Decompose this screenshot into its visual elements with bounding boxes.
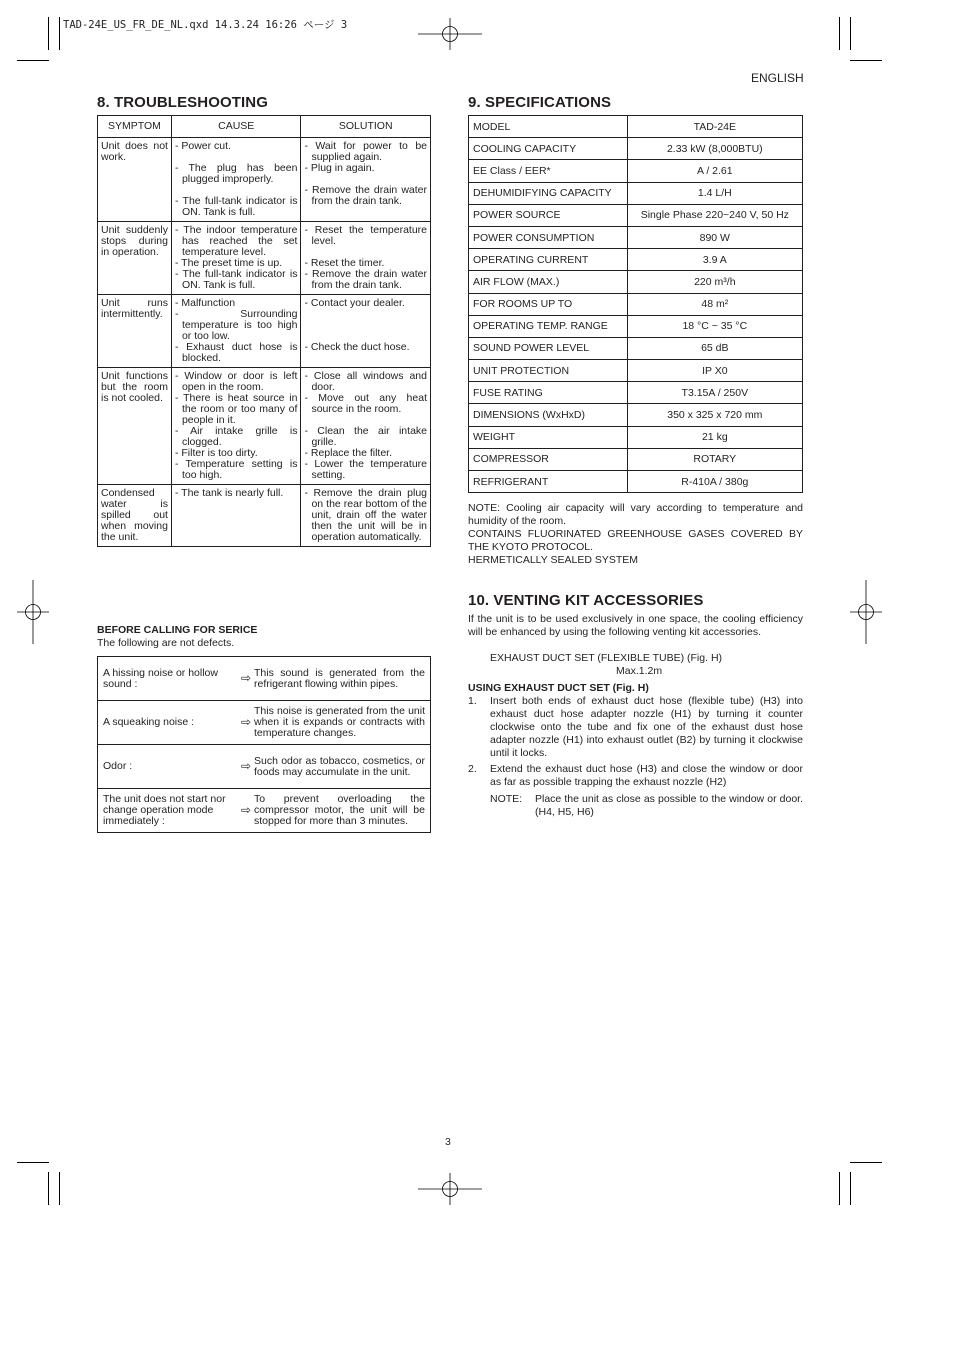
step-text: Insert both ends of exhaust duct hose (flexible tube) (H3) into exhaust duct hose adapter nozzle (H1) by turning it counter clockwise onto the tube and fix one of the exhaust dust hose adapter nozzle (H1) into exhaust outlet (B2) by turning it clockwise until it locks. xyxy=(490,695,803,759)
solution-line: - Lower the temperature setting. xyxy=(304,458,427,481)
spec-value: 3.9 A xyxy=(627,249,802,271)
solution-cell xyxy=(301,222,431,295)
spec-value: 890 W xyxy=(627,226,802,248)
spec-label: AIR FLOW (MAX.) xyxy=(469,271,628,293)
spec-label: REFRIGERANT xyxy=(469,471,628,493)
symptom-cell: Unit suddenly stops during in operation. xyxy=(98,222,172,295)
table-row xyxy=(98,485,431,547)
solution-line: - Clean the air intake grille. xyxy=(304,425,427,448)
spec-value: IP X0 xyxy=(627,360,802,382)
spec-value: Single Phase 220~240 V, 50 Hz xyxy=(627,204,802,226)
crop-mark xyxy=(48,1172,49,1205)
cause-line: - Air intake grille is clogged. xyxy=(174,425,298,448)
issue-cell: The unit does not start nor change operation mode immediately : xyxy=(98,789,241,833)
registration-mark-icon xyxy=(850,580,882,644)
table-row xyxy=(98,138,431,222)
greenhouse-note: CONTAINS FLUORINATED GREENHOUSE GASES COVERED BY THE KYOTO PROTOCOL. xyxy=(468,528,803,553)
table-row xyxy=(469,138,803,160)
spec-label: OPERATING TEMP. RANGE xyxy=(469,315,628,337)
file-info: TAD-24E_US_FR_DE_NL.qxd 14.3.24 16:26 ページ 3 xyxy=(63,19,348,31)
crop-mark xyxy=(59,17,60,50)
solution-cell xyxy=(301,485,431,547)
sealed-note: HERMETICALLY SEALED SYSTEM xyxy=(468,554,638,566)
spec-value: 220 m³/h xyxy=(627,271,802,293)
issue-cell: A hissing noise or hollow sound : xyxy=(98,657,241,701)
arrow-right-icon: ⇨ xyxy=(240,657,252,701)
spec-label: COMPRESSOR xyxy=(469,448,628,470)
cause-line: - Exhaust duct hose is blocked. xyxy=(174,341,298,364)
column-header: SOLUTION xyxy=(301,116,431,138)
table-row xyxy=(469,404,803,426)
arrow-right-icon: ⇨ xyxy=(240,745,252,789)
column-header: CAUSE xyxy=(171,116,301,138)
table-row xyxy=(469,160,803,182)
cause-line: - Filter is too dirty. xyxy=(174,447,258,459)
table-row xyxy=(98,745,431,789)
cause-cell xyxy=(171,368,301,485)
cause-cell xyxy=(171,222,301,295)
table-row xyxy=(469,116,803,138)
cause-line: - The preset time is up. xyxy=(174,257,283,269)
table-row xyxy=(98,222,431,295)
crop-mark xyxy=(17,60,49,61)
language-label: ENGLISH xyxy=(751,71,804,85)
table-row xyxy=(469,471,803,493)
crop-mark xyxy=(839,1172,840,1205)
explanation-cell: This sound is generated from the refrigerant flowing within pipes. xyxy=(252,657,431,701)
step-number: 1. xyxy=(468,695,477,707)
crop-mark xyxy=(17,1162,49,1163)
crop-mark xyxy=(839,17,840,50)
registration-mark-icon xyxy=(418,1173,482,1205)
spec-label: FUSE RATING xyxy=(469,382,628,404)
solution-line: - Remove the drain water from the drain tank. xyxy=(304,268,427,291)
solution-line xyxy=(304,320,427,331)
cause-line: - There is heat source in the room or too many of people in it. xyxy=(174,392,298,426)
solution-line: - Check the duct hose. xyxy=(304,341,410,353)
venting-intro: If the unit is to be used exclusively in one space, the cooling efficiency will be enhanced by using the following venting kit accessories. xyxy=(468,613,803,638)
solution-line: - Plug in again. xyxy=(304,162,375,174)
table-row xyxy=(469,315,803,337)
table-row xyxy=(469,293,803,315)
registration-mark-icon xyxy=(17,580,49,644)
table-row xyxy=(469,426,803,448)
step-number: 2. xyxy=(468,763,477,775)
spec-value: 2.33 kW (8,000BTU) xyxy=(627,138,802,160)
solution-line xyxy=(304,309,427,320)
solution-cell xyxy=(301,368,431,485)
spec-label: COOLING CAPACITY xyxy=(469,138,628,160)
spec-value: 350 x 325 x 720 mm xyxy=(627,404,802,426)
spec-label: UNIT PROTECTION xyxy=(469,360,628,382)
cause-line: - The full-tank indicator is ON. Tank is full. xyxy=(174,195,298,218)
solution-cell xyxy=(301,138,431,222)
table-row xyxy=(469,182,803,204)
spec-label: WEIGHT xyxy=(469,426,628,448)
spec-value: ROTARY xyxy=(627,448,802,470)
solution-line: - Replace the filter. xyxy=(304,447,392,459)
cause-line: - Malfunction xyxy=(174,297,236,309)
spec-value: 65 dB xyxy=(627,337,802,359)
solution-cell xyxy=(301,295,431,368)
spec-value: 21 kg xyxy=(627,426,802,448)
venting-title: 10. VENTING KIT ACCESSORIES xyxy=(468,592,704,609)
crop-mark xyxy=(850,60,882,61)
spec-label: FOR ROOMS UP TO xyxy=(469,293,628,315)
crop-mark xyxy=(850,1172,851,1205)
troubleshooting-table xyxy=(97,115,431,547)
spec-label: DEHUMIDIFYING CAPACITY xyxy=(469,182,628,204)
spec-value: R-410A / 380g xyxy=(627,471,802,493)
solution-line: - Contact your dealer. xyxy=(304,297,405,309)
table-row xyxy=(469,204,803,226)
spec-label: DIMENSIONS (WxHxD) xyxy=(469,404,628,426)
venting-item-length: Max.1.2m xyxy=(616,665,663,677)
venting-note-text: Place the unit as close as possible to the window or door. (H4, H5, H6) xyxy=(535,793,803,818)
explanation-cell: This noise is generated from the unit when it is expands or contracts with temperature changes. xyxy=(252,701,431,745)
venting-item: EXHAUST DUCT SET (FLEXIBLE TUBE) (Fig. H) xyxy=(490,652,723,664)
solution-line: - Close all windows and door. xyxy=(304,370,427,393)
cause-line: - Temperature setting is too high. xyxy=(174,458,298,481)
arrow-right-icon: ⇨ xyxy=(240,701,252,745)
cause-cell xyxy=(171,138,301,222)
spec-label: SOUND POWER LEVEL xyxy=(469,337,628,359)
issue-cell: Odor : xyxy=(98,745,241,789)
cause-line: - The tank is nearly full. xyxy=(174,487,284,499)
table-row xyxy=(469,337,803,359)
cause-line: - The full-tank indicator is ON. Tank is full. xyxy=(174,268,298,291)
spec-label: OPERATING CURRENT xyxy=(469,249,628,271)
before-calling-title: BEFORE CALLING FOR SERICE xyxy=(97,624,258,636)
note-label: NOTE: xyxy=(468,502,501,514)
cause-line: - The indoor temperature has reached the set temperature level. xyxy=(174,224,298,258)
table-row xyxy=(469,448,803,470)
symptom-cell: Condensed water is spilled out when moving the unit. xyxy=(98,485,172,547)
spec-label: EE Class / EER* xyxy=(469,160,628,182)
column-header: SYMPTOM xyxy=(98,116,172,138)
spec-value: T3.15A / 250V xyxy=(627,382,802,404)
table-row xyxy=(98,368,431,485)
specifications-title: 9. SPECIFICATIONS xyxy=(468,94,612,111)
spec-label: POWER CONSUMPTION xyxy=(469,226,628,248)
spec-note xyxy=(468,502,803,528)
table-row xyxy=(469,249,803,271)
table-row xyxy=(469,226,803,248)
venting-note-label: NOTE: xyxy=(490,793,523,805)
solution-line: - Reset the temperature level. xyxy=(304,224,427,247)
cause-cell xyxy=(171,295,301,368)
step-text: Extend the exhaust duct hose (H3) and close the window or door as far as possible trapping the exhaust nozzle (H2) xyxy=(490,763,803,788)
solution-line: - Reset the timer. xyxy=(304,257,385,269)
cause-line: - Window or door is left open in the room. xyxy=(174,370,298,393)
arrow-right-icon: ⇨ xyxy=(240,789,252,833)
table-row xyxy=(469,360,803,382)
cause-cell xyxy=(171,485,301,547)
explanation-cell: Such odor as tobacco, cosmetics, or foods may accumulate in the unit. xyxy=(252,745,431,789)
before-calling-subtitle: The following are not defects. xyxy=(97,637,235,649)
cause-line: - The plug has been plugged improperly. xyxy=(174,162,298,185)
registration-mark-icon xyxy=(418,18,482,50)
spec-value: A / 2.61 xyxy=(627,160,802,182)
using-duct-title: USING EXHAUST DUCT SET (Fig. H) xyxy=(468,682,649,694)
before-calling-table xyxy=(97,656,431,833)
page-number: 3 xyxy=(445,1136,451,1148)
table-row xyxy=(98,789,431,833)
crop-mark xyxy=(48,17,49,50)
explanation-cell: To prevent overloading the compressor motor, the unit will be stopped for more than 3 minutes. xyxy=(252,789,431,833)
cause-line: - Power cut. xyxy=(174,140,231,152)
table-row xyxy=(98,295,431,368)
cause-line: - Surrounding temperature is too high or too low. xyxy=(174,308,298,342)
table-row xyxy=(98,701,431,745)
crop-mark xyxy=(59,1172,60,1205)
troubleshooting-title: 8. TROUBLESHOOTING xyxy=(97,94,268,111)
spec-label: POWER SOURCE xyxy=(469,204,628,226)
spec-value: 1.4 L/H xyxy=(627,182,802,204)
specifications-table xyxy=(468,115,803,493)
solution-line: - Remove the drain water from the drain tank. xyxy=(304,184,427,207)
spec-label: MODEL xyxy=(469,116,628,138)
crop-mark xyxy=(850,1162,882,1163)
note-text: Cooling air capacity will vary according to temperature and humidity of the room. xyxy=(468,502,803,527)
spec-value: TAD-24E xyxy=(627,116,802,138)
spec-value: 18 °C ~ 35 °C xyxy=(627,315,802,337)
table-row xyxy=(469,382,803,404)
crop-mark xyxy=(850,17,851,50)
issue-cell: A squeaking noise : xyxy=(98,701,241,745)
symptom-cell: Unit functions but the room is not cooled. xyxy=(98,368,172,485)
symptom-cell: Unit runs intermittently. xyxy=(98,295,172,368)
table-row xyxy=(98,657,431,701)
symptom-cell: Unit does not work. xyxy=(98,138,172,222)
spec-value: 48 m² xyxy=(627,293,802,315)
solution-line: - Move out any heat source in the room. xyxy=(304,392,427,415)
table-row xyxy=(469,271,803,293)
solution-line: - Remove the drain plug on the rear bottom of the unit, drain off the water then the unit will be in operation automatically. xyxy=(304,487,427,543)
solution-line: - Wait for power to be supplied again. xyxy=(304,140,427,163)
